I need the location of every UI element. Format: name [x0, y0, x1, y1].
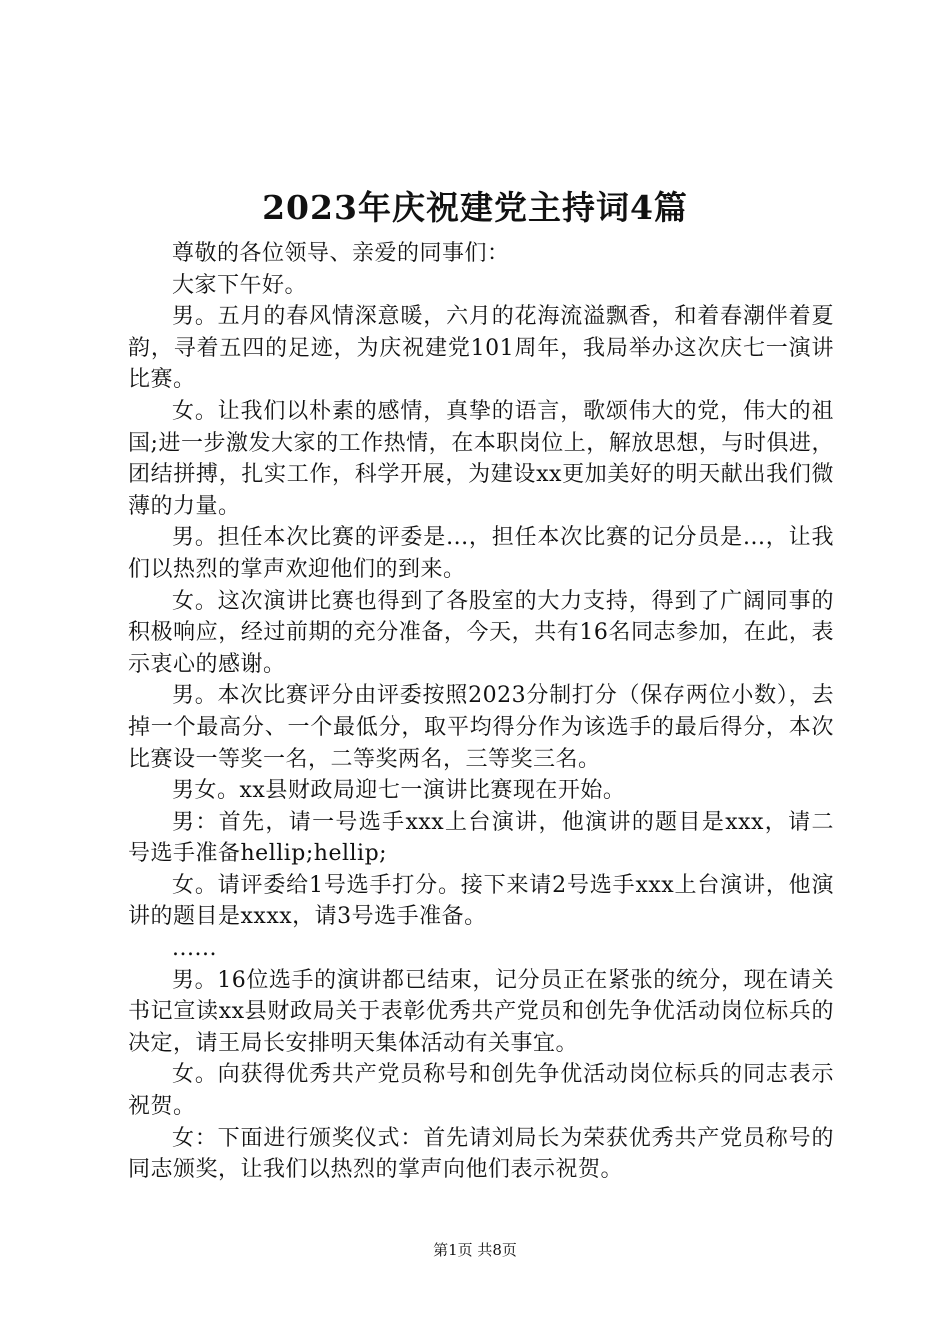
paragraph: 尊敬的各位领导、亲爱的同事们：	[172, 241, 510, 266]
paragraph: 大家下午好。	[172, 272, 308, 298]
paragraph: 女。让我们以朴素的感情，真挚的语言，歌颂伟大的党，伟大的祖国;进一步激发大家的工作热情，在本职岗位上，解放思想，与时俱进，团结拼搏，扎实工作，科学开展，为建设xx更加美好的明天献出我们微薄的力量。	[128, 398, 834, 519]
paragraph: 男：首先，请一号选手xxx上台演讲，他演讲的题目是xxx，请二号选手准备hellip;hellip;	[128, 809, 834, 867]
paragraph: 女。请评委给1号选手打分。接下来请2号选手xxx上台演讲，他演讲的题目是xxxx，请3号选手准备。	[128, 872, 834, 930]
paragraph: ......	[172, 936, 217, 962]
paragraph: 女。向获得优秀共产党员称号和创先争优活动岗位标兵的同志表示祝贺。	[128, 1062, 834, 1120]
document-body	[128, 238, 834, 1186]
paragraph: 男。16位选手的演讲都已结束，记分员正在紧张的统分，现在请关书记宣读xx县财政局关于表彰优秀共产党员和创先争优活动岗位标兵的决定，请王局长安排明天集体活动有关事宜。	[128, 967, 834, 1056]
paragraph: 男。本次比赛评分由评委按照2023分制打分（保存两位小数），去掉一个最高分、一个最低分，取平均得分作为该选手的最后得分，本次比赛设一等奖一名，二等奖两名，三等奖三名。	[128, 683, 834, 772]
paragraph: 男。五月的春风情深意暖，六月的花海流溢飘香，和着春潮伴着夏韵，寻着五四的足迹，为庆祝建党101周年，我局举办这次庆七一演讲比赛。	[128, 304, 834, 393]
paragraph: 男。担任本次比赛的评委是...，担任本次比赛的记分员是...，让我们以热烈的掌声欢迎他们的到来。	[128, 525, 834, 582]
paragraph: 男女。xx县财政局迎七一演讲比赛现在开始。	[172, 778, 626, 804]
paragraph: 女：下面进行颁奖仪式：首先请刘局长为荣获优秀共产党员称号的同志颁奖，让我们以热烈的掌声向他们表示祝贺。	[128, 1125, 834, 1183]
document-title: 2023年庆祝建党主持词4篇	[262, 188, 688, 227]
page-footer: 第1页 共8页	[433, 1241, 517, 1259]
paragraph: 女。这次演讲比赛也得到了各股室的大力支持，得到了广阔同事的积极响应，经过前期的充分准备，今天，共有16名同志参加，在此，表示衷心的感谢。	[128, 588, 834, 677]
